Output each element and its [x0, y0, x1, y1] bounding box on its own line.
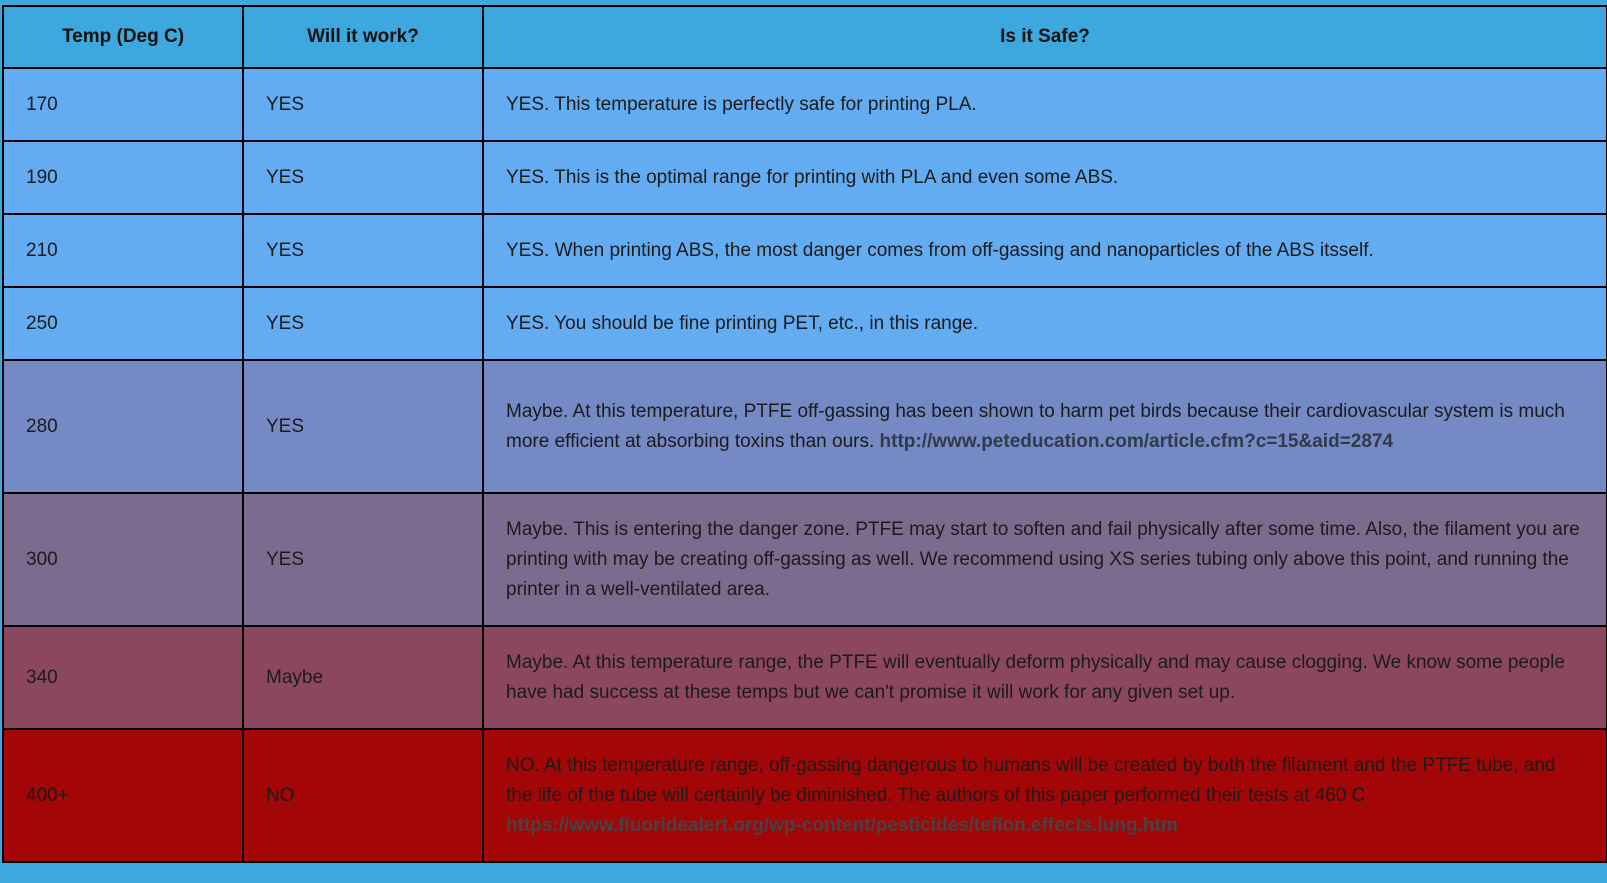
temp-cell: 300 [3, 493, 243, 626]
works-cell: YES [243, 360, 483, 493]
safety-cell [483, 68, 1607, 141]
table-row [3, 214, 1607, 287]
table-row [3, 360, 1607, 493]
safety-text: YES. This temperature is perfectly safe for printing PLA. [506, 93, 977, 115]
temp-cell: 190 [3, 141, 243, 214]
safety-cell [483, 214, 1607, 287]
table-row [3, 493, 1607, 626]
header-temp: Temp (Deg C) [3, 6, 243, 68]
works-cell: YES [243, 493, 483, 626]
safety-text: YES. When printing ABS, the most danger comes from off-gassing and nanoparticles of the ABS itsself. [506, 239, 1374, 261]
table-row [3, 626, 1607, 729]
works-cell: YES [243, 287, 483, 360]
temp-cell: 250 [3, 287, 243, 360]
works-cell: YES [243, 214, 483, 287]
safety-text: Maybe. This is entering the danger zone. PTFE may start to soften and fail physically after some time. Also, the filament you are printing with may be creating off-gassing as well. We recommend using XS series tubing only above this point, and running the printer in a well-ventilated area. [506, 518, 1580, 600]
works-cell: NO [243, 729, 483, 862]
header-is-it-safe: Is it Safe? [483, 6, 1607, 68]
safety-cell [483, 141, 1607, 214]
safety-cell [483, 360, 1607, 493]
works-cell: Maybe [243, 626, 483, 729]
temperature-safety-table [2, 5, 1607, 863]
header-row [3, 6, 1607, 68]
table-row [3, 141, 1607, 214]
safety-text: Maybe. At this temperature, PTFE off-gassing has been shown to harm pet birds because their cardiovascular system is much more efficient at absorbing toxins than ours. [506, 400, 1565, 452]
safety-cell [483, 493, 1607, 626]
safety-cell [483, 287, 1607, 360]
works-cell: YES [243, 141, 483, 214]
safety-text: YES. You should be fine printing PET, etc., in this range. [506, 312, 979, 334]
temp-cell: 280 [3, 360, 243, 493]
safety-cell [483, 729, 1607, 862]
safety-text: Maybe. At this temperature range, the PTFE will eventually deform physically and may cause clogging. We know some people have had success at these temps but we can't promise it will work for any given set up. [506, 651, 1565, 703]
table-row [3, 287, 1607, 360]
temp-cell: 400+ [3, 729, 243, 862]
table-row [3, 68, 1607, 141]
temp-cell: 210 [3, 214, 243, 287]
safety-cell [483, 626, 1607, 729]
header-will-it-work: Will it work? [243, 6, 483, 68]
safety-text: NO. At this temperature range, off-gassing dangerous to humans will be created by both the filament and the PTFE tube, and the life of the tube will certainly be diminished. The authors of this paper performed their tests at 460 C [506, 754, 1556, 806]
safety-text: YES. This is the optimal range for printing with PLA and even some ABS. [506, 166, 1119, 188]
temp-cell: 340 [3, 626, 243, 729]
fluoridealert-link[interactable]: https://www.fluoridealert.org/wp-content/pesticides/teflon.effects.lung.htm [506, 814, 1178, 836]
works-cell: YES [243, 68, 483, 141]
peteducation-link[interactable]: http://www.peteducation.com/article.cfm?c=15&aid=2874 [879, 430, 1394, 452]
temp-cell: 170 [3, 68, 243, 141]
table-row [3, 729, 1607, 862]
